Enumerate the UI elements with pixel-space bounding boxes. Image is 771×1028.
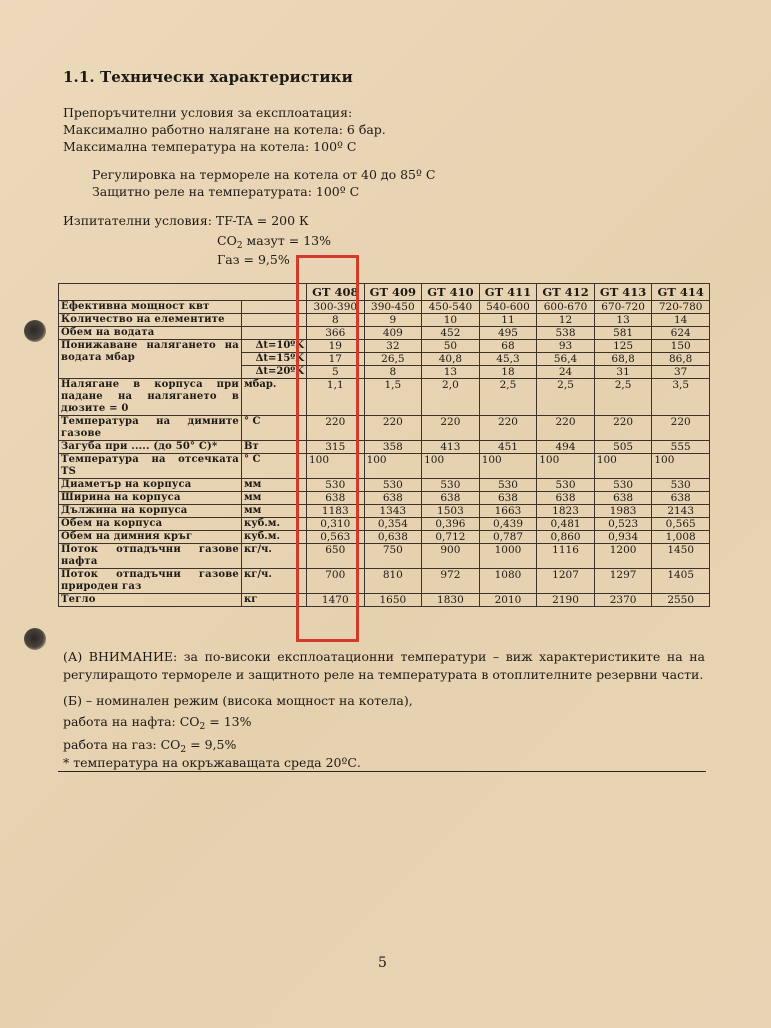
- table-cell: 220: [652, 416, 710, 441]
- table-cell: 638: [307, 492, 365, 505]
- row-label: Поток отпадъчни газове нафта: [59, 544, 242, 569]
- table-cell: 1297: [594, 569, 652, 594]
- table-cell: 315: [307, 441, 365, 454]
- table-cell: 670-720: [594, 301, 652, 314]
- table-row: [59, 301, 710, 314]
- table-cell: 8: [364, 366, 422, 379]
- table-cell: 13: [422, 366, 480, 379]
- table-cell: 0,638: [364, 531, 422, 544]
- table-cell: 220: [479, 416, 537, 441]
- col-header: GT 410: [422, 284, 480, 301]
- table-cell: 1200: [594, 544, 652, 569]
- table-cell: 100: [537, 454, 595, 479]
- row-label: Загуба при ..... (до 50° С)*: [59, 441, 242, 454]
- row-unit: Вт: [242, 441, 307, 454]
- row-label: Ширина на корпуса: [59, 492, 242, 505]
- table-row: [59, 416, 710, 441]
- table-cell: 530: [594, 479, 652, 492]
- table-cell: 220: [422, 416, 480, 441]
- table-cell: 100: [307, 454, 365, 479]
- table-cell: 624: [652, 327, 710, 340]
- co2-oil: $CO_2$ мазут = 13%: [217, 233, 331, 251]
- table-cell: 600-670: [537, 301, 595, 314]
- table-cell: 0,934: [594, 531, 652, 544]
- table-cell: 530: [652, 479, 710, 492]
- delta-t-label: Δt=10ºK: [242, 340, 307, 353]
- table-cell: 450-540: [422, 301, 480, 314]
- specifications-table: [58, 283, 710, 607]
- col-header: GT 414: [652, 284, 710, 301]
- table-cell: 100: [479, 454, 537, 479]
- test-conditions: Изпитателни условия: TF-TA = 200 К: [63, 213, 309, 228]
- row-label: Тегло: [59, 594, 242, 607]
- highlight-box-gt408: [296, 255, 359, 642]
- row-unit: кг/ч.: [242, 569, 307, 594]
- table-cell: 1470: [307, 594, 365, 607]
- table-cell: 2,5: [537, 379, 595, 416]
- table-cell: 9: [364, 314, 422, 327]
- table-cell: 31: [594, 366, 652, 379]
- table-cell: 581: [594, 327, 652, 340]
- table-cell: 555: [652, 441, 710, 454]
- table-cell: 358: [364, 441, 422, 454]
- row-unit: куб.м.: [242, 518, 307, 531]
- table-row: [59, 340, 710, 353]
- row-unit: кг/ч.: [242, 544, 307, 569]
- table-cell: 650: [307, 544, 365, 569]
- row-label: Температура на димните газове: [59, 416, 242, 441]
- table-cell: 750: [364, 544, 422, 569]
- note-attention: (А) ВНИМАНИЕ: за по-високи експлоатационни температури – виж характеристиките на на регулиращото термореле и защитното реле на температурата в отоплителните резервни части.: [63, 649, 705, 682]
- intro-line-3: Максимална температура на котела: 100º С: [63, 139, 357, 154]
- table-cell: 18: [479, 366, 537, 379]
- gas-value: Газ = 9,5%: [217, 252, 290, 267]
- note-nominal: (Б) – номинален режим (висока мощност на котела),: [63, 693, 413, 708]
- table-cell: 56,4: [537, 353, 595, 366]
- row-unit: мм: [242, 492, 307, 505]
- table-cell: 494: [537, 441, 595, 454]
- table-cell: 17: [307, 353, 365, 366]
- table-cell: 1503: [422, 505, 480, 518]
- table-cell: 220: [594, 416, 652, 441]
- table-row: [59, 441, 710, 454]
- binder-hole: [24, 628, 46, 650]
- table-cell: 100: [422, 454, 480, 479]
- binder-hole: [24, 320, 46, 342]
- table-cell: 93: [537, 340, 595, 353]
- table-cell: 0,481: [537, 518, 595, 531]
- table-cell: 700: [307, 569, 365, 594]
- intro-line-2: Максимално работно налягане на котела: 6 бар.: [63, 122, 386, 137]
- row-unit: мм: [242, 505, 307, 518]
- table-cell: 1823: [537, 505, 595, 518]
- table-cell: 538: [537, 327, 595, 340]
- table-cell: 409: [364, 327, 422, 340]
- table-row: [59, 518, 710, 531]
- table-cell: 0,310: [307, 518, 365, 531]
- table-row: [59, 505, 710, 518]
- table-cell: 125: [594, 340, 652, 353]
- table-cell: 220: [307, 416, 365, 441]
- section-heading: 1.1. Технически характеристики: [63, 68, 353, 86]
- table-cell: 638: [537, 492, 595, 505]
- table-cell: 1983: [594, 505, 652, 518]
- table-cell: 50: [422, 340, 480, 353]
- footnote: * температура на окръжаващата среда 20ºС.: [63, 755, 361, 770]
- table-row: [59, 479, 710, 492]
- table-cell: 1405: [652, 569, 710, 594]
- col-header: GT 409: [364, 284, 422, 301]
- regulation-line-2: Защитно реле на температурата: 100º С: [92, 184, 360, 199]
- table-cell: 1000: [479, 544, 537, 569]
- table-row: [59, 531, 710, 544]
- table-cell: 0,354: [364, 518, 422, 531]
- table-cell: 390-450: [364, 301, 422, 314]
- table-cell: 68: [479, 340, 537, 353]
- table-cell: 530: [307, 479, 365, 492]
- table-cell: 19: [307, 340, 365, 353]
- table-cell: 1450: [652, 544, 710, 569]
- table-cell: 12: [537, 314, 595, 327]
- row-unit: ° С: [242, 416, 307, 441]
- table-cell: 3,5: [652, 379, 710, 416]
- table-cell: 40,8: [422, 353, 480, 366]
- table-cell: 1663: [479, 505, 537, 518]
- table-cell: 638: [364, 492, 422, 505]
- table-cell: 638: [594, 492, 652, 505]
- table-row: [59, 492, 710, 505]
- row-label: Диаметър на корпуса: [59, 479, 242, 492]
- table-cell: 1,1: [307, 379, 365, 416]
- regulation-line-1: Регулировка на термореле на котела от 40 до 85º С: [92, 167, 436, 182]
- table-cell: 300-390: [307, 301, 365, 314]
- table-cell: 24: [537, 366, 595, 379]
- table-cell: 220: [364, 416, 422, 441]
- delta-t-label: Δt=15ºK: [242, 353, 307, 366]
- table-cell: 2,0: [422, 379, 480, 416]
- table-cell: 100: [594, 454, 652, 479]
- table-cell: 150: [652, 340, 710, 353]
- table-cell: 10: [422, 314, 480, 327]
- table-cell: 100: [364, 454, 422, 479]
- row-label: Обем на корпуса: [59, 518, 242, 531]
- table-cell: 495: [479, 327, 537, 340]
- table-cell: 100: [652, 454, 710, 479]
- col-header: GT 413: [594, 284, 652, 301]
- col-header: GT 411: [479, 284, 537, 301]
- row-unit: мм: [242, 479, 307, 492]
- row-label: Количество на елементите: [59, 314, 242, 327]
- table-cell: 1,5: [364, 379, 422, 416]
- table-cell: 1343: [364, 505, 422, 518]
- table-row: [59, 594, 710, 607]
- table-cell: 720-780: [652, 301, 710, 314]
- page-number: 5: [378, 955, 387, 971]
- table-row: [59, 569, 710, 594]
- table-cell: 451: [479, 441, 537, 454]
- table-cell: 0,396: [422, 518, 480, 531]
- table-cell: 0,563: [307, 531, 365, 544]
- table-cell: 540-600: [479, 301, 537, 314]
- table-cell: 638: [652, 492, 710, 505]
- table-cell: 1183: [307, 505, 365, 518]
- table-cell: 1207: [537, 569, 595, 594]
- table-cell: 0,523: [594, 518, 652, 531]
- table-cell: 86,8: [652, 353, 710, 366]
- table-cell: 0,565: [652, 518, 710, 531]
- row-label: Поток отпадъчни газове природен газ: [59, 569, 242, 594]
- table-cell: 2,5: [594, 379, 652, 416]
- col-header: GT 408: [307, 284, 365, 301]
- table-row: [59, 314, 710, 327]
- table-cell: 530: [422, 479, 480, 492]
- row-label: Налягане в корпуса при падане на налягането в дюзите = 0: [59, 379, 242, 416]
- table-cell: 68,8: [594, 353, 652, 366]
- table-cell: 530: [537, 479, 595, 492]
- table-cell: 0,439: [479, 518, 537, 531]
- table-cell: 26,5: [364, 353, 422, 366]
- table-cell: 0,712: [422, 531, 480, 544]
- table-cell: 32: [364, 340, 422, 353]
- table-cell: 2,5: [479, 379, 537, 416]
- table-cell: 413: [422, 441, 480, 454]
- table-cell: 366: [307, 327, 365, 340]
- table-cell: 530: [479, 479, 537, 492]
- table-cell: 2190: [537, 594, 595, 607]
- table-cell: 2143: [652, 505, 710, 518]
- table-cell: 2010: [479, 594, 537, 607]
- row-label: Дължина на корпуса: [59, 505, 242, 518]
- table-cell: 220: [537, 416, 595, 441]
- row-label: Температура на отсечката TS: [59, 454, 242, 479]
- table-row: [59, 454, 710, 479]
- table-cell: 11: [479, 314, 537, 327]
- table-row: [59, 379, 710, 416]
- row-label: Обем на водата: [59, 327, 242, 340]
- note-gas: работа на газ: $СО_2 = 9,5\%$: [63, 737, 237, 755]
- table-cell: 638: [479, 492, 537, 505]
- row-label: Обем на димния кръг: [59, 531, 242, 544]
- table-cell: 2370: [594, 594, 652, 607]
- table-cell: 505: [594, 441, 652, 454]
- table-cell: 1080: [479, 569, 537, 594]
- row-label: Ефективна мощност квт: [59, 301, 242, 314]
- table-cell: 13: [594, 314, 652, 327]
- table-cell: 900: [422, 544, 480, 569]
- table-cell: 810: [364, 569, 422, 594]
- col-header: GT 412: [537, 284, 595, 301]
- table-row: [59, 327, 710, 340]
- table-cell: 2550: [652, 594, 710, 607]
- table-cell: 5: [307, 366, 365, 379]
- table-cell: 0,860: [537, 531, 595, 544]
- intro-line-1: Препоръчителни условия за експлоатация:: [63, 105, 353, 120]
- table-cell: 972: [422, 569, 480, 594]
- table-cell: 1650: [364, 594, 422, 607]
- table-body: [59, 301, 710, 607]
- row-unit: ° С: [242, 454, 307, 479]
- table-cell: 1830: [422, 594, 480, 607]
- table-cell: 45,3: [479, 353, 537, 366]
- table-cell: 638: [422, 492, 480, 505]
- row-label: Понижаване налягането на водата мбар: [59, 340, 242, 379]
- table-cell: 1,008: [652, 531, 710, 544]
- table-cell: 37: [652, 366, 710, 379]
- table-row: [59, 544, 710, 569]
- delta-t-label: Δt=20ºK: [242, 366, 307, 379]
- table-cell: 530: [364, 479, 422, 492]
- row-unit: куб.м.: [242, 531, 307, 544]
- divider-line: [58, 771, 706, 772]
- table-cell: 0,787: [479, 531, 537, 544]
- table-cell: 14: [652, 314, 710, 327]
- table-cell: 8: [307, 314, 365, 327]
- table-cell: 1116: [537, 544, 595, 569]
- note-oil: работа на нафта: $СО_2 = 13\%$: [63, 714, 252, 732]
- table-cell: 452: [422, 327, 480, 340]
- row-unit: мбар.: [242, 379, 307, 416]
- row-unit: кг: [242, 594, 307, 607]
- header-blank: [59, 284, 307, 301]
